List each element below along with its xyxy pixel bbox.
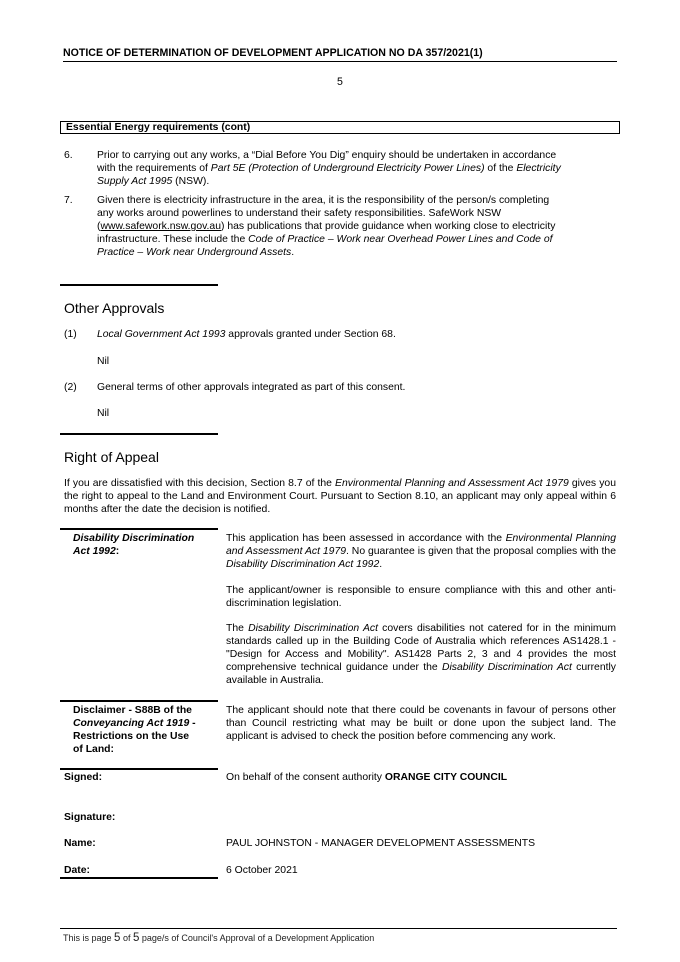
row-rule <box>60 877 218 879</box>
item-7-text: Given there is electricity infrastructure in the area, it is the responsibility of the person/s completing any works around powerlines to understand their safety responsibilities. SafeWork NSW (www.safework.nsw.gov.au) has publications that provide guidance when working close to electricity infrastructure. These include the Code of Practice – Work near Overhead Power Lines and Code of Practice – Work near Underground Assets. <box>97 195 556 258</box>
page-footer: This is page 5 of 5 page/s of Council's Approval of a Development Application <box>63 932 375 944</box>
approval-2-value: Nil <box>97 408 110 419</box>
section-title-other-approvals: Other Approvals <box>64 300 165 316</box>
document-title: NOTICE OF DETERMINATION OF DEVELOPMENT APPLICATION NO DA 357/2021(1) <box>63 47 483 59</box>
approval-number-2: (2) <box>64 382 77 393</box>
page-number: 5 <box>337 76 343 88</box>
approval-1-text: Local Government Act 1993 approvals granted under Section 68. <box>97 329 396 340</box>
signed-text: On behalf of the consent authority ORANGE CITY COUNCIL <box>226 772 508 783</box>
row-rule <box>60 528 218 530</box>
footer-rule <box>60 928 617 929</box>
approval-number-1: (1) <box>64 329 77 340</box>
date-label: Date: <box>64 865 90 876</box>
date-value: 6 October 2021 <box>226 865 298 876</box>
section-rule <box>60 433 218 435</box>
item-6-text: Prior to carrying out any works, a “Dial Before You Dig” enquiry should be undertaken in accordance with the requirements of Part 5E (Protection of Underground Electricity Power Lines) of the Electricity Supply Act 1995 (NSW). <box>97 150 561 187</box>
row-rule <box>60 700 218 702</box>
signature-label: Signature: <box>64 812 116 823</box>
section-rule <box>60 284 218 286</box>
safework-link[interactable]: www.safework.nsw.gov.au <box>100 221 221 232</box>
row-rule <box>60 768 218 770</box>
item-number-6: 6. <box>64 150 73 161</box>
section-heading-essential-energy: Essential Energy requirements (cont) <box>60 121 620 134</box>
disability-text: This application has been assessed in accordance with the Environmental Planning and Assessment Act 1979. No guarantee is given that the proposal complies with the Disability Discrimination Act 1992. The applicant/owner is responsible to ensure compliance with this and other anti-discrimination legislation. The Disability Discrimination Act covers disabilities not catered for in the minimum standards called up in the Building Code of Australia which references AS1428.1 - "Design for Access and Mobility". AS1428 Parts 2, 3 and 4 provides the most comprehensive technical guidance under the Disability Discrimination Act currently available in Australia. <box>226 533 616 686</box>
header-rule <box>63 61 617 62</box>
disability-label: Disability Discrimination Act 1992: <box>73 533 195 557</box>
approval-2-text: General terms of other approvals integrated as part of this consent. <box>97 382 406 393</box>
signed-label: Signed: <box>64 772 103 783</box>
appeal-paragraph: If you are dissatisfied with this decision, Section 8.7 of the Environmental Planning and Assessment Act 1979 gives you the right to appeal to the Land and Environment Court. Pursuant to Section 8.10, an applicant may only appeal within 6 months after the date the decision is notified. <box>64 478 616 515</box>
section-title-right-of-appeal: Right of Appeal <box>64 449 159 465</box>
approval-1-value: Nil <box>97 356 110 367</box>
disclaimer-label: Disclaimer - S88B of the Conveyancing Act 1919 - Restrictions on the Use of Land: <box>73 705 196 755</box>
item-number-7: 7. <box>64 195 73 206</box>
name-label: Name: <box>64 838 96 849</box>
disclaimer-text: The applicant should note that there could be covenants in favour of persons other than Council restricting what may be built or done upon the subject land. The applicant is advised to check the position before commencing any work. <box>226 705 616 742</box>
name-value: PAUL JOHNSTON - MANAGER DEVELOPMENT ASSESSMENTS <box>226 838 536 849</box>
